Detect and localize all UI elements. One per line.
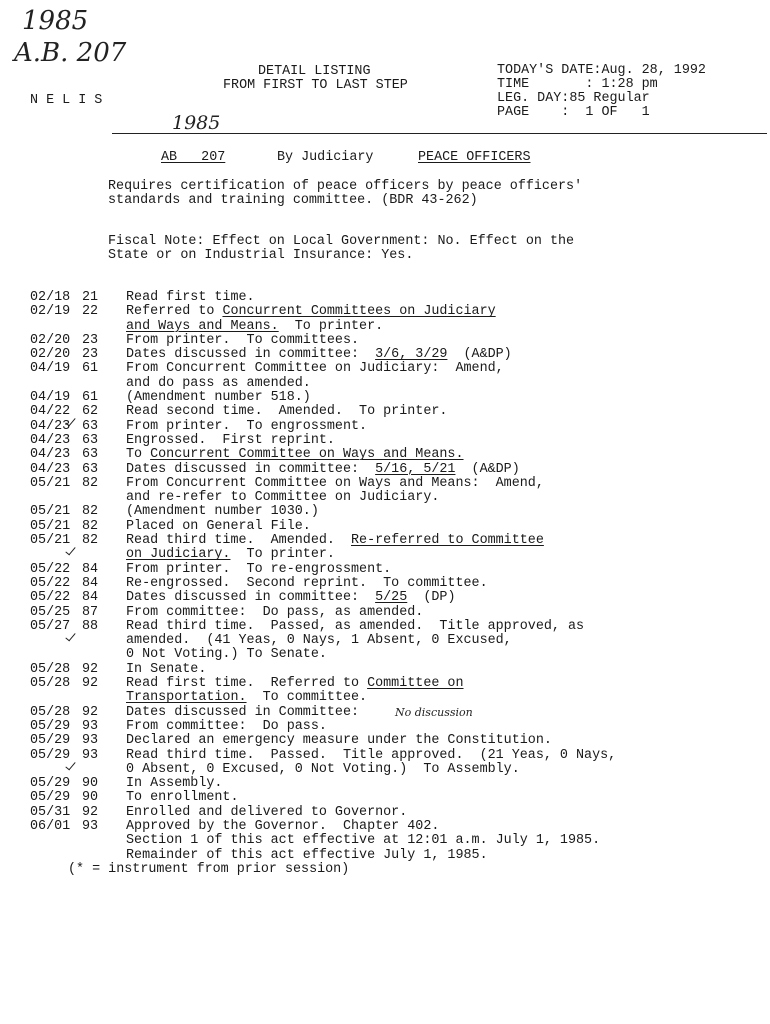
log-action-text: Read second time. Amended. To printer.	[126, 404, 448, 420]
log-action-text: From printer. To committees.	[126, 332, 360, 348]
log-leg-day: 93	[82, 747, 99, 763]
log-leg-day	[82, 491, 126, 505]
log-row	[30, 320, 616, 334]
log-leg-day	[82, 377, 126, 391]
handwritten-no-discussion: No discussion	[395, 706, 473, 719]
bill-sponsor: By Judiciary	[277, 150, 374, 165]
log-action-text: From printer. To engrossment.	[126, 418, 368, 434]
log-leg-day: 82	[82, 475, 99, 491]
handwritten-year-mid: 1985	[172, 112, 221, 134]
log-date: 05/22	[30, 561, 71, 577]
log-action-text: Declared an emergency measure under the Constitution.	[126, 733, 552, 749]
log-action-text: and do pass as amended.	[126, 375, 311, 391]
log-row	[30, 834, 616, 848]
log-row	[30, 377, 616, 391]
bill-summary-1: Requires certification of peace officers by peace officers'	[108, 179, 583, 194]
log-row	[30, 348, 616, 362]
log-leg-day: 84	[82, 575, 99, 591]
today-date: TODAY'S DATE:Aug. 28, 1992	[497, 63, 706, 78]
log-action-text: In Senate.	[126, 661, 207, 677]
log-action-text: From Concurrent Committee on Judiciary: Amend,	[126, 361, 504, 377]
log-action-text: To enrollment.	[126, 790, 239, 806]
log-date: 04/22	[30, 404, 71, 420]
log-leg-day: 90	[82, 776, 99, 792]
log-date: 04/19	[30, 361, 71, 377]
log-leg-day: 63	[82, 447, 99, 463]
log-leg-day: 82	[82, 533, 99, 549]
log-row	[30, 648, 616, 662]
log-row	[30, 820, 616, 834]
log-row	[30, 706, 616, 720]
log-date: 05/21	[30, 533, 71, 549]
log-leg-day	[82, 849, 126, 863]
log-leg-day: 92	[82, 676, 99, 692]
fiscal-note-2: State or on Industrial Insurance: Yes.	[108, 248, 414, 263]
log-date: 05/22	[30, 590, 71, 606]
log-date	[30, 320, 82, 334]
log-row	[30, 448, 616, 462]
log-leg-day: 87	[82, 604, 99, 620]
log-row	[30, 548, 616, 562]
log-action-text: Approved by the Governor. Chapter 402.	[126, 818, 440, 834]
log-action-text: (Amendment number 518.)	[126, 390, 311, 406]
time-line: TIME : 1:28 pm	[497, 77, 658, 92]
log-leg-day	[82, 763, 126, 777]
log-row	[30, 520, 616, 534]
log-leg-day: 84	[82, 590, 99, 606]
log-leg-day: 62	[82, 404, 99, 420]
log-date: 06/01	[30, 818, 71, 834]
log-date	[30, 648, 82, 662]
log-leg-day	[82, 634, 126, 648]
log-leg-day: 93	[82, 733, 99, 749]
log-action-text: 0 Absent, 0 Excused, 0 Not Voting.) To Assembly.	[126, 761, 520, 777]
log-leg-day: 90	[82, 790, 99, 806]
log-leg-day: 23	[82, 332, 99, 348]
footnote: (* = instrument from prior session)	[68, 862, 350, 877]
log-leg-day	[82, 320, 126, 334]
log-date: 02/20	[30, 347, 71, 363]
log-row	[30, 362, 616, 376]
log-leg-day	[82, 691, 126, 705]
log-date: 05/22	[30, 575, 71, 591]
log-date	[30, 691, 82, 705]
log-row	[30, 577, 616, 591]
log-date: 05/21	[30, 504, 71, 520]
log-row	[30, 734, 616, 748]
log-leg-day	[82, 548, 126, 562]
log-action-text: Engrossed. First reprint.	[126, 432, 335, 448]
log-action-text: To Concurrent Committee on Ways and Means.	[126, 447, 464, 463]
log-row	[30, 420, 616, 434]
log-date: 05/29	[30, 790, 71, 806]
bill-summary-2: standards and training committee. (BDR 43-262)	[108, 193, 478, 208]
log-date	[30, 763, 82, 777]
log-row	[30, 391, 616, 405]
title-line-1: DETAIL LISTING	[258, 64, 371, 79]
log-date	[30, 849, 82, 863]
log-date: 02/19	[30, 304, 71, 320]
log-date: 04/23	[30, 447, 71, 463]
log-date: 05/29	[30, 733, 71, 749]
log-date: 05/27	[30, 618, 71, 634]
log-action-text: amended. (41 Yeas, 0 Nays, 1 Absent, 0 Excused,	[126, 633, 512, 649]
log-action-text: From printer. To re-engrossment.	[126, 561, 392, 577]
log-leg-day: 63	[82, 432, 99, 448]
log-action-text: Read third time. Passed. Title approved. (21 Yeas, 0 Nays,	[126, 747, 617, 763]
log-row	[30, 505, 616, 519]
log-leg-day: 23	[82, 347, 99, 363]
log-action-text: Read third time. Passed, as amended. Title approved, as	[126, 618, 585, 634]
log-row	[30, 291, 616, 305]
log-leg-day: 84	[82, 561, 99, 577]
bill-number: AB 207	[161, 150, 226, 165]
log-action-text: Dates discussed in committee: 5/16, 5/21 (A&DP)	[126, 461, 520, 477]
log-leg-day: 63	[82, 461, 99, 477]
log-row	[30, 591, 616, 605]
log-date: 02/20	[30, 332, 71, 348]
title-line-2: FROM FIRST TO LAST STEP	[223, 78, 408, 93]
bill-subject: PEACE OFFICERS	[418, 150, 531, 165]
log-action-text: Placed on General File.	[126, 518, 311, 534]
log-row	[30, 434, 616, 448]
log-date: 05/31	[30, 804, 71, 820]
log-action-text: Referred to Concurrent Committees on Judiciary	[126, 304, 496, 320]
log-leg-day: 63	[82, 418, 99, 434]
log-leg-day	[82, 648, 126, 662]
log-date	[30, 634, 82, 648]
log-action-text: Remainder of this act effective July 1, 1985.	[126, 847, 488, 863]
fiscal-note-1: Fiscal Note: Effect on Local Government: No. Effect on the	[108, 234, 575, 249]
log-row	[30, 749, 616, 763]
log-row	[30, 806, 616, 820]
log-row	[30, 720, 616, 734]
log-row	[30, 405, 616, 419]
log-date: 04/23	[30, 461, 71, 477]
log-date: 05/28	[30, 704, 71, 720]
log-date: 04/19	[30, 390, 71, 406]
org-label: N E L I S	[30, 93, 103, 108]
log-date	[30, 377, 82, 391]
handwritten-year-top: 1985	[22, 6, 89, 36]
log-action-text: Read first time.	[126, 290, 255, 305]
header-divider	[112, 133, 767, 134]
log-action-text: (Amendment number 1030.)	[126, 504, 319, 520]
action-log	[30, 291, 616, 863]
log-row	[30, 463, 616, 477]
log-date: 02/18	[30, 290, 71, 305]
log-date: 05/25	[30, 604, 71, 620]
log-leg-day: 92	[82, 704, 99, 720]
log-action-text: Re-engrossed. Second reprint. To committee.	[126, 575, 488, 591]
log-action-text: Read first time. Referred to Committee on	[126, 676, 464, 692]
log-action-text: Read third time. Amended. Re-referred to Committee	[126, 533, 544, 549]
log-date: 05/29	[30, 747, 71, 763]
log-leg-day: 92	[82, 804, 99, 820]
log-action-text: From Concurrent Committee on Ways and Means: Amend,	[126, 475, 544, 491]
log-row	[30, 763, 616, 777]
log-date: 05/29	[30, 776, 71, 792]
log-leg-day: 88	[82, 618, 99, 634]
log-leg-day: 22	[82, 304, 99, 320]
log-row	[30, 620, 616, 634]
log-action-text: Section 1 of this act effective at 12:01 a.m. July 1, 1985.	[126, 833, 601, 849]
log-action-text: From committee: Do pass, as amended.	[126, 604, 424, 620]
log-leg-day: 93	[82, 818, 99, 834]
page-line: PAGE : 1 OF 1	[497, 105, 650, 120]
log-action-text: In Assembly.	[126, 776, 223, 792]
log-date	[30, 834, 82, 848]
log-date: 05/21	[30, 475, 71, 491]
log-row	[30, 663, 616, 677]
log-row	[30, 305, 616, 319]
log-leg-day: 82	[82, 504, 99, 520]
log-leg-day: 93	[82, 718, 99, 734]
log-action-text: Dates discussed in committee: 3/6, 3/29 (A&DP)	[126, 347, 512, 363]
log-action-text: From committee: Do pass.	[126, 718, 327, 734]
log-action-text: and Ways and Means. To printer.	[126, 318, 384, 334]
log-date: 05/28	[30, 661, 71, 677]
log-leg-day: 21	[82, 290, 99, 305]
handwritten-bill-number: A.B. 207	[14, 38, 127, 68]
log-row	[30, 563, 616, 577]
log-action-text: Dates discussed in committee: 5/25 (DP)	[126, 590, 456, 606]
log-row	[30, 677, 616, 691]
log-date: 04/23	[30, 432, 71, 448]
log-action-text: and re-refer to Committee on Judiciary.	[126, 490, 440, 506]
log-leg-day: 92	[82, 661, 99, 677]
log-date	[30, 548, 82, 562]
log-row	[30, 791, 616, 805]
log-action-text: on Judiciary. To printer.	[126, 547, 335, 563]
log-row	[30, 606, 616, 620]
log-action-text: 0 Not Voting.) To Senate.	[126, 647, 327, 663]
log-row	[30, 777, 616, 791]
log-leg-day: 82	[82, 518, 99, 534]
log-date: 04/23	[30, 418, 71, 434]
log-row	[30, 477, 616, 491]
log-row	[30, 334, 616, 348]
leg-day-line: LEG. DAY:85 Regular	[497, 91, 650, 106]
log-date: 05/29	[30, 718, 71, 734]
log-action-text: Enrolled and delivered to Governor.	[126, 804, 408, 820]
log-date	[30, 491, 82, 505]
log-action-text: Transportation. To committee.	[126, 690, 368, 706]
log-row	[30, 849, 616, 863]
log-row	[30, 534, 616, 548]
log-row	[30, 491, 616, 505]
log-row	[30, 691, 616, 705]
log-action-text: Dates discussed in Committee:	[126, 704, 360, 720]
log-date: 05/28	[30, 676, 71, 692]
log-date: 05/21	[30, 518, 71, 534]
log-leg-day	[82, 834, 126, 848]
log-leg-day: 61	[82, 390, 99, 406]
log-leg-day: 61	[82, 361, 99, 377]
log-row	[30, 634, 616, 648]
